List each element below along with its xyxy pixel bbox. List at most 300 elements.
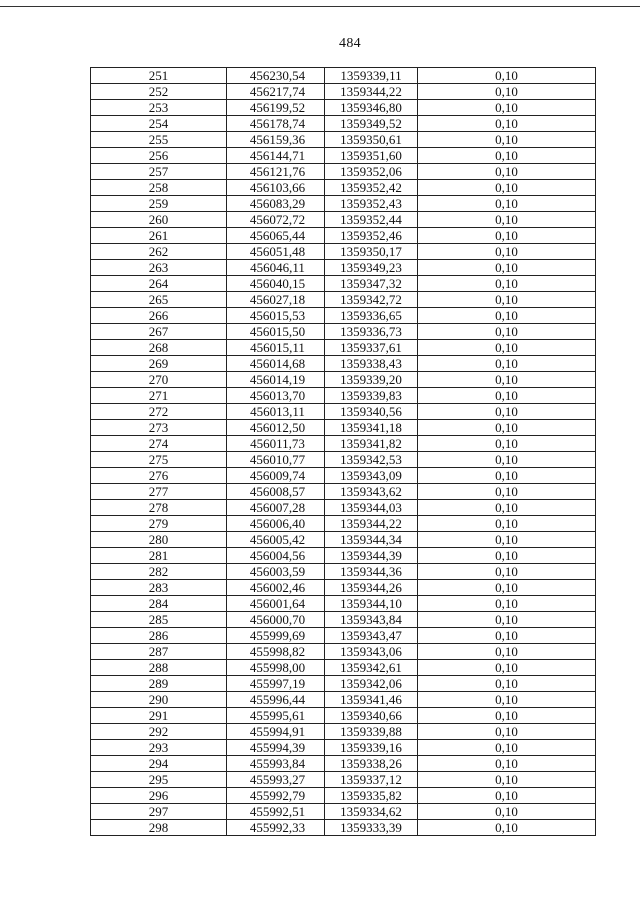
y-coordinate-cell bbox=[325, 660, 418, 676]
table-row bbox=[91, 788, 596, 804]
y-coordinate-cell bbox=[325, 708, 418, 724]
error-cell-text: 0,10 bbox=[495, 196, 518, 211]
error-cell bbox=[418, 564, 596, 580]
table-row bbox=[91, 404, 596, 420]
table-row bbox=[91, 740, 596, 756]
error-cell-text: 0,10 bbox=[495, 132, 518, 147]
error-cell bbox=[418, 100, 596, 116]
point-number-cell-text: 296 bbox=[148, 788, 169, 803]
y-coordinate-cell bbox=[325, 212, 418, 228]
x-coordinate-cell bbox=[227, 548, 325, 564]
error-cell-text: 0,10 bbox=[495, 244, 518, 259]
y-coordinate-cell-text: 1359352,43 bbox=[340, 196, 402, 211]
point-number-cell bbox=[91, 164, 227, 180]
error-cell-text: 0,10 bbox=[495, 740, 518, 755]
point-number-cell bbox=[91, 612, 227, 628]
x-coordinate-cell bbox=[227, 68, 325, 84]
x-coordinate-cell bbox=[227, 292, 325, 308]
point-number-cell bbox=[91, 500, 227, 516]
y-coordinate-cell-text: 1359343,62 bbox=[340, 484, 402, 499]
point-number-cell-text: 251 bbox=[148, 68, 169, 83]
y-coordinate-cell-text: 1359340,66 bbox=[340, 708, 402, 723]
point-number-cell-text: 256 bbox=[148, 148, 169, 163]
point-number-cell bbox=[91, 276, 227, 292]
y-coordinate-cell-text: 1359335,82 bbox=[340, 788, 402, 803]
error-cell bbox=[418, 196, 596, 212]
point-number-cell bbox=[91, 308, 227, 324]
x-coordinate-cell-text: 456199,52 bbox=[249, 100, 306, 115]
table-row bbox=[91, 532, 596, 548]
x-coordinate-cell bbox=[227, 660, 325, 676]
table-row bbox=[91, 500, 596, 516]
y-coordinate-cell bbox=[325, 532, 418, 548]
error-cell-text: 0,10 bbox=[495, 564, 518, 579]
x-coordinate-cell-text: 456065,44 bbox=[249, 228, 306, 243]
x-coordinate-cell bbox=[227, 324, 325, 340]
x-coordinate-cell-text: 456230,54 bbox=[249, 68, 306, 83]
y-coordinate-cell-text: 1359341,82 bbox=[340, 436, 402, 451]
y-coordinate-cell-text: 1359341,46 bbox=[340, 692, 402, 707]
point-number-cell bbox=[91, 196, 227, 212]
y-coordinate-cell bbox=[325, 100, 418, 116]
y-coordinate-cell bbox=[325, 548, 418, 564]
x-coordinate-cell-text: 456010,77 bbox=[249, 452, 306, 467]
error-cell bbox=[418, 820, 596, 836]
error-cell-text: 0,10 bbox=[495, 532, 518, 547]
point-number-cell bbox=[91, 388, 227, 404]
y-coordinate-cell-text: 1359342,06 bbox=[340, 676, 402, 691]
error-cell bbox=[418, 164, 596, 180]
x-coordinate-cell bbox=[227, 148, 325, 164]
x-coordinate-cell-text: 455998,82 bbox=[249, 644, 306, 659]
table-row bbox=[91, 804, 596, 820]
x-coordinate-cell bbox=[227, 756, 325, 772]
error-cell bbox=[418, 580, 596, 596]
point-number-cell bbox=[91, 468, 227, 484]
y-coordinate-cell bbox=[325, 292, 418, 308]
point-number-cell-text: 277 bbox=[148, 484, 169, 499]
table-row bbox=[91, 308, 596, 324]
x-coordinate-cell bbox=[227, 500, 325, 516]
x-coordinate-cell-text: 456014,68 bbox=[249, 356, 306, 371]
error-cell-text: 0,10 bbox=[495, 180, 518, 195]
table-row bbox=[91, 644, 596, 660]
table-row bbox=[91, 84, 596, 100]
y-coordinate-cell-text: 1359350,17 bbox=[340, 244, 402, 259]
point-number-cell-text: 264 bbox=[148, 276, 169, 291]
x-coordinate-cell bbox=[227, 308, 325, 324]
x-coordinate-cell bbox=[227, 164, 325, 180]
table-row bbox=[91, 132, 596, 148]
error-cell-text: 0,10 bbox=[495, 228, 518, 243]
error-cell-text: 0,10 bbox=[495, 724, 518, 739]
point-number-cell-text: 285 bbox=[148, 612, 169, 627]
error-cell-text: 0,10 bbox=[495, 100, 518, 115]
y-coordinate-cell bbox=[325, 420, 418, 436]
error-cell bbox=[418, 548, 596, 564]
x-coordinate-cell bbox=[227, 628, 325, 644]
point-number-cell-text: 269 bbox=[148, 356, 169, 371]
x-coordinate-cell-text: 456012,50 bbox=[249, 420, 306, 435]
error-cell-text: 0,10 bbox=[495, 212, 518, 227]
point-number-cell bbox=[91, 84, 227, 100]
x-coordinate-cell bbox=[227, 388, 325, 404]
table-row bbox=[91, 516, 596, 532]
y-coordinate-cell bbox=[325, 692, 418, 708]
error-cell bbox=[418, 308, 596, 324]
point-number-cell-text: 252 bbox=[148, 84, 169, 99]
point-number-cell-text: 283 bbox=[148, 580, 169, 595]
y-coordinate-cell bbox=[325, 260, 418, 276]
y-coordinate-cell bbox=[325, 596, 418, 612]
point-number-cell bbox=[91, 660, 227, 676]
x-coordinate-cell-text: 456103,66 bbox=[249, 180, 306, 195]
point-number-cell-text: 291 bbox=[148, 708, 169, 723]
table-row bbox=[91, 436, 596, 452]
error-cell bbox=[418, 708, 596, 724]
y-coordinate-cell bbox=[325, 644, 418, 660]
x-coordinate-cell bbox=[227, 484, 325, 500]
point-number-cell-text: 282 bbox=[148, 564, 169, 579]
point-number-cell-text: 266 bbox=[148, 308, 169, 323]
y-coordinate-cell-text: 1359349,23 bbox=[340, 260, 402, 275]
point-number-cell bbox=[91, 532, 227, 548]
point-number-cell bbox=[91, 676, 227, 692]
error-cell-text: 0,10 bbox=[495, 164, 518, 179]
error-cell bbox=[418, 788, 596, 804]
x-coordinate-cell-text: 456015,50 bbox=[249, 324, 306, 339]
x-coordinate-cell bbox=[227, 372, 325, 388]
error-cell bbox=[418, 452, 596, 468]
error-cell bbox=[418, 532, 596, 548]
table-row bbox=[91, 212, 596, 228]
x-coordinate-cell-text: 456014,19 bbox=[249, 372, 306, 387]
point-number-cell-text: 280 bbox=[148, 532, 169, 547]
x-coordinate-cell bbox=[227, 740, 325, 756]
table-row bbox=[91, 100, 596, 116]
table-row bbox=[91, 164, 596, 180]
x-coordinate-cell bbox=[227, 84, 325, 100]
y-coordinate-cell-text: 1359350,61 bbox=[340, 132, 402, 147]
x-coordinate-cell bbox=[227, 724, 325, 740]
x-coordinate-cell bbox=[227, 244, 325, 260]
error-cell bbox=[418, 388, 596, 404]
y-coordinate-cell-text: 1359344,10 bbox=[340, 596, 402, 611]
point-number-cell-text: 289 bbox=[148, 676, 169, 691]
y-coordinate-cell-text: 1359344,39 bbox=[340, 548, 402, 563]
point-number-cell-text: 253 bbox=[148, 100, 169, 115]
x-coordinate-cell-text: 456005,42 bbox=[249, 532, 306, 547]
y-coordinate-cell-text: 1359339,88 bbox=[340, 724, 402, 739]
y-coordinate-cell-text: 1359338,43 bbox=[340, 356, 402, 371]
error-cell bbox=[418, 484, 596, 500]
table-row bbox=[91, 612, 596, 628]
y-coordinate-cell-text: 1359339,20 bbox=[340, 372, 402, 387]
x-coordinate-cell bbox=[227, 612, 325, 628]
point-number-cell-text: 265 bbox=[148, 292, 169, 307]
x-coordinate-cell-text: 456051,48 bbox=[249, 244, 306, 259]
point-number-cell-text: 284 bbox=[148, 596, 169, 611]
x-coordinate-cell bbox=[227, 180, 325, 196]
error-cell-text: 0,10 bbox=[495, 388, 518, 403]
x-coordinate-cell bbox=[227, 580, 325, 596]
error-cell bbox=[418, 804, 596, 820]
error-cell bbox=[418, 612, 596, 628]
table-row bbox=[91, 196, 596, 212]
x-coordinate-cell-text: 456083,29 bbox=[249, 196, 306, 211]
point-number-cell-text: 275 bbox=[148, 452, 169, 467]
table-row bbox=[91, 452, 596, 468]
error-cell bbox=[418, 292, 596, 308]
error-cell-text: 0,10 bbox=[495, 660, 518, 675]
point-number-cell bbox=[91, 756, 227, 772]
y-coordinate-cell-text: 1359342,61 bbox=[340, 660, 402, 675]
error-cell-text: 0,10 bbox=[495, 820, 518, 835]
error-cell-text: 0,10 bbox=[495, 68, 518, 83]
error-cell-text: 0,10 bbox=[495, 628, 518, 643]
point-number-cell bbox=[91, 420, 227, 436]
y-coordinate-cell-text: 1359339,16 bbox=[340, 740, 402, 755]
error-cell bbox=[418, 500, 596, 516]
error-cell-text: 0,10 bbox=[495, 372, 518, 387]
x-coordinate-cell-text: 456006,40 bbox=[249, 516, 306, 531]
y-coordinate-cell bbox=[325, 404, 418, 420]
x-coordinate-cell-text: 455999,69 bbox=[249, 628, 306, 643]
error-cell-text: 0,10 bbox=[495, 404, 518, 419]
table-row bbox=[91, 116, 596, 132]
table-row bbox=[91, 756, 596, 772]
y-coordinate-cell bbox=[325, 324, 418, 340]
x-coordinate-cell-text: 456013,11 bbox=[250, 404, 305, 419]
error-cell bbox=[418, 404, 596, 420]
y-coordinate-cell bbox=[325, 564, 418, 580]
point-number-cell bbox=[91, 708, 227, 724]
error-cell-text: 0,10 bbox=[495, 772, 518, 787]
table-row bbox=[91, 372, 596, 388]
point-number-cell-text: 290 bbox=[148, 692, 169, 707]
x-coordinate-cell bbox=[227, 276, 325, 292]
coordinates-table bbox=[90, 67, 596, 836]
x-coordinate-cell bbox=[227, 788, 325, 804]
table-row bbox=[91, 772, 596, 788]
error-cell-text: 0,10 bbox=[495, 500, 518, 515]
error-cell-text: 0,10 bbox=[495, 596, 518, 611]
x-coordinate-cell-text: 456015,11 bbox=[250, 340, 305, 355]
point-number-cell-text: 260 bbox=[148, 212, 169, 227]
x-coordinate-cell-text: 455993,27 bbox=[249, 772, 306, 787]
y-coordinate-cell-text: 1359344,22 bbox=[340, 84, 402, 99]
error-cell bbox=[418, 516, 596, 532]
table-row bbox=[91, 580, 596, 596]
table-row bbox=[91, 628, 596, 644]
y-coordinate-cell bbox=[325, 788, 418, 804]
error-cell bbox=[418, 740, 596, 756]
point-number-cell-text: 292 bbox=[148, 724, 169, 739]
x-coordinate-cell-text: 456001,64 bbox=[249, 596, 306, 611]
y-coordinate-cell-text: 1359352,44 bbox=[340, 212, 402, 227]
y-coordinate-cell bbox=[325, 484, 418, 500]
x-coordinate-cell-text: 456027,18 bbox=[249, 292, 306, 307]
y-coordinate-cell bbox=[325, 772, 418, 788]
y-coordinate-cell bbox=[325, 132, 418, 148]
point-number-cell bbox=[91, 100, 227, 116]
table-row bbox=[91, 260, 596, 276]
error-cell bbox=[418, 676, 596, 692]
y-coordinate-cell-text: 1359352,42 bbox=[340, 180, 402, 195]
point-number-cell-text: 263 bbox=[148, 260, 169, 275]
error-cell-text: 0,10 bbox=[495, 804, 518, 819]
x-coordinate-cell bbox=[227, 516, 325, 532]
y-coordinate-cell bbox=[325, 388, 418, 404]
point-number-cell bbox=[91, 292, 227, 308]
error-cell bbox=[418, 68, 596, 84]
x-coordinate-cell-text: 455992,51 bbox=[249, 804, 306, 819]
error-cell-text: 0,10 bbox=[495, 420, 518, 435]
table-row bbox=[91, 356, 596, 372]
error-cell-text: 0,10 bbox=[495, 324, 518, 339]
point-number-cell bbox=[91, 804, 227, 820]
x-coordinate-cell bbox=[227, 692, 325, 708]
y-coordinate-cell bbox=[325, 84, 418, 100]
point-number-cell-text: 297 bbox=[148, 804, 169, 819]
y-coordinate-cell bbox=[325, 724, 418, 740]
x-coordinate-cell bbox=[227, 804, 325, 820]
point-number-cell bbox=[91, 340, 227, 356]
x-coordinate-cell-text: 456121,76 bbox=[249, 164, 306, 179]
y-coordinate-cell-text: 1359347,32 bbox=[340, 276, 402, 291]
x-coordinate-cell bbox=[227, 532, 325, 548]
error-cell-text: 0,10 bbox=[495, 708, 518, 723]
table-row bbox=[91, 564, 596, 580]
error-cell-text: 0,10 bbox=[495, 452, 518, 467]
x-coordinate-cell-text: 456040,15 bbox=[249, 276, 306, 291]
table-row bbox=[91, 420, 596, 436]
y-coordinate-cell-text: 1359339,83 bbox=[340, 388, 402, 403]
y-coordinate-cell bbox=[325, 244, 418, 260]
point-number-cell-text: 281 bbox=[148, 548, 169, 563]
y-coordinate-cell bbox=[325, 116, 418, 132]
error-cell bbox=[418, 228, 596, 244]
error-cell bbox=[418, 260, 596, 276]
x-coordinate-cell-text: 456003,59 bbox=[249, 564, 306, 579]
point-number-cell bbox=[91, 820, 227, 836]
x-coordinate-cell bbox=[227, 212, 325, 228]
y-coordinate-cell-text: 1359344,36 bbox=[340, 564, 402, 579]
point-number-cell-text: 278 bbox=[148, 500, 169, 515]
table-row bbox=[91, 228, 596, 244]
point-number-cell-text: 295 bbox=[148, 772, 169, 787]
x-coordinate-cell-text: 455994,91 bbox=[249, 724, 306, 739]
y-coordinate-cell-text: 1359341,18 bbox=[340, 420, 402, 435]
y-coordinate-cell bbox=[325, 452, 418, 468]
y-coordinate-cell bbox=[325, 340, 418, 356]
y-coordinate-cell bbox=[325, 228, 418, 244]
y-coordinate-cell-text: 1359342,53 bbox=[340, 452, 402, 467]
y-coordinate-cell-text: 1359343,47 bbox=[340, 628, 402, 643]
y-coordinate-cell-text: 1359343,09 bbox=[340, 468, 402, 483]
point-number-cell-text: 268 bbox=[148, 340, 169, 355]
x-coordinate-cell-text: 456000,70 bbox=[249, 612, 306, 627]
y-coordinate-cell bbox=[325, 676, 418, 692]
table-row bbox=[91, 244, 596, 260]
point-number-cell bbox=[91, 132, 227, 148]
y-coordinate-cell bbox=[325, 164, 418, 180]
error-cell-text: 0,10 bbox=[495, 308, 518, 323]
point-number-cell-text: 272 bbox=[148, 404, 169, 419]
table-row bbox=[91, 724, 596, 740]
x-coordinate-cell-text: 455996,44 bbox=[249, 692, 306, 707]
error-cell bbox=[418, 116, 596, 132]
error-cell-text: 0,10 bbox=[495, 84, 518, 99]
point-number-cell bbox=[91, 228, 227, 244]
x-coordinate-cell bbox=[227, 596, 325, 612]
y-coordinate-cell-text: 1359337,12 bbox=[340, 772, 402, 787]
error-cell-text: 0,10 bbox=[495, 276, 518, 291]
table-row bbox=[91, 484, 596, 500]
x-coordinate-cell bbox=[227, 132, 325, 148]
x-coordinate-cell bbox=[227, 708, 325, 724]
point-number-cell bbox=[91, 244, 227, 260]
point-number-cell-text: 274 bbox=[148, 436, 169, 451]
y-coordinate-cell-text: 1359342,72 bbox=[340, 292, 402, 307]
y-coordinate-cell bbox=[325, 580, 418, 596]
point-number-cell-text: 255 bbox=[148, 132, 169, 147]
y-coordinate-cell bbox=[325, 196, 418, 212]
error-cell bbox=[418, 628, 596, 644]
error-cell-text: 0,10 bbox=[495, 436, 518, 451]
y-coordinate-cell-text: 1359336,73 bbox=[340, 324, 402, 339]
table-row bbox=[91, 468, 596, 484]
error-cell bbox=[418, 148, 596, 164]
x-coordinate-cell-text: 455998,00 bbox=[249, 660, 306, 675]
table-row bbox=[91, 276, 596, 292]
point-number-cell-text: 258 bbox=[148, 180, 169, 195]
error-cell-text: 0,10 bbox=[495, 116, 518, 131]
y-coordinate-cell-text: 1359352,06 bbox=[340, 164, 402, 179]
error-cell-text: 0,10 bbox=[495, 580, 518, 595]
error-cell-text: 0,10 bbox=[495, 756, 518, 771]
table-row bbox=[91, 548, 596, 564]
y-coordinate-cell bbox=[325, 436, 418, 452]
error-cell-text: 0,10 bbox=[495, 468, 518, 483]
point-number-cell bbox=[91, 516, 227, 532]
y-coordinate-cell bbox=[325, 516, 418, 532]
error-cell bbox=[418, 644, 596, 660]
error-cell bbox=[418, 692, 596, 708]
top-border-line bbox=[0, 6, 640, 7]
x-coordinate-cell-text: 455992,33 bbox=[249, 820, 306, 835]
error-cell-text: 0,10 bbox=[495, 340, 518, 355]
y-coordinate-cell bbox=[325, 148, 418, 164]
x-coordinate-cell bbox=[227, 100, 325, 116]
table-row bbox=[91, 68, 596, 84]
y-coordinate-cell-text: 1359346,80 bbox=[340, 100, 402, 115]
x-coordinate-cell-text: 456046,11 bbox=[250, 260, 305, 275]
x-coordinate-cell-text: 456217,74 bbox=[249, 84, 306, 99]
point-number-cell bbox=[91, 484, 227, 500]
y-coordinate-cell-text: 1359344,03 bbox=[340, 500, 402, 515]
x-coordinate-cell-text: 456007,28 bbox=[249, 500, 306, 515]
point-number-cell bbox=[91, 772, 227, 788]
point-number-cell bbox=[91, 212, 227, 228]
y-coordinate-cell-text: 1359349,52 bbox=[340, 116, 402, 131]
error-cell bbox=[418, 756, 596, 772]
error-cell-text: 0,10 bbox=[495, 676, 518, 691]
x-coordinate-cell-text: 456015,53 bbox=[249, 308, 306, 323]
error-cell bbox=[418, 420, 596, 436]
point-number-cell bbox=[91, 740, 227, 756]
y-coordinate-cell-text: 1359333,39 bbox=[340, 820, 402, 835]
